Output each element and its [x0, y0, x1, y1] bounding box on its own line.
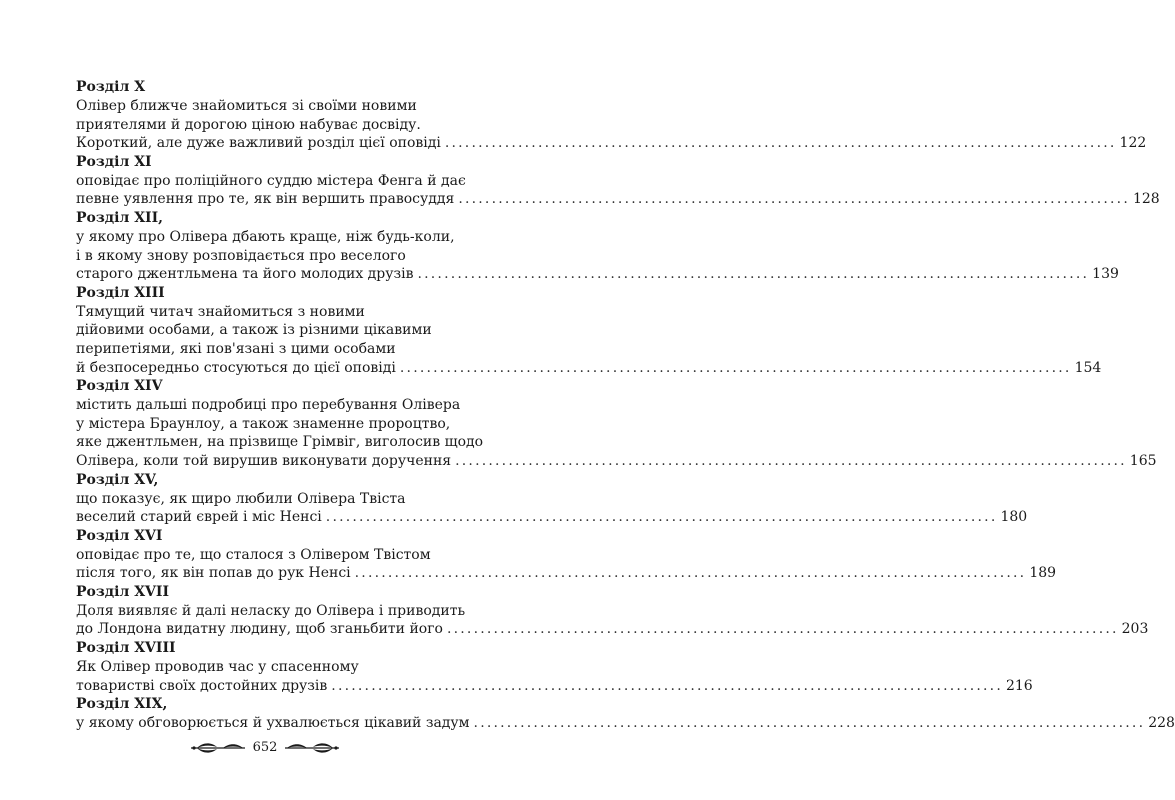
- chapter-heading: Розділ XV,: [76, 471, 159, 488]
- chapter-description-last-line: [76, 564, 1057, 583]
- chapter-description-line: яке джентльмен, на прізвище Грімвіг, виголосив щодо: [76, 434, 484, 451]
- chapter-description-line: й безпосередньо стосуються до цієї оповіді: [76, 359, 396, 376]
- dot-leader: [441, 134, 1120, 153]
- chapter-heading: Розділ XI: [76, 153, 152, 170]
- page-reference: 216: [1005, 677, 1033, 694]
- dot-leader: [454, 190, 1133, 209]
- chapter-description-last-line: [76, 359, 1102, 378]
- page-reference: 180: [1000, 509, 1028, 526]
- chapter-heading: Розділ XII,: [76, 209, 164, 226]
- chapter-heading: Розділ XVII: [76, 583, 170, 600]
- chapter-description-last-line: [76, 190, 1160, 209]
- chapter-description-line: Короткий, але дуже важливий розділ цієї оповіді: [76, 135, 441, 152]
- dot-leader: [413, 265, 1092, 284]
- chapter-description-line: містить дальші подробиці про перебування Олівера: [76, 397, 461, 414]
- page-reference: 203: [1121, 621, 1149, 638]
- chapter-heading: Розділ XVIII: [76, 640, 176, 657]
- toc-entry-13: [76, 284, 1102, 377]
- chapter-description-line: товаристві своїх достойних друзів: [76, 677, 328, 694]
- toc-entry-10: [76, 78, 1147, 153]
- chapter-description-line: старого джентльмена та його молодих друзів: [76, 266, 414, 283]
- leaf-ornament-icon: [283, 741, 341, 755]
- chapter-description-line: Тямущий читач знайомиться з новими: [76, 303, 365, 320]
- toc-entry-11: [76, 153, 1160, 209]
- chapter-description-line: і в якому знову розповідається про веселого: [76, 247, 406, 264]
- toc-entry-14: [76, 377, 1157, 470]
- table-of-contents: [76, 78, 1175, 733]
- dot-leader: [322, 508, 1001, 527]
- chapter-description-line: веселий старий єврей і міс Ненсі: [76, 509, 322, 526]
- chapter-description-last-line: [76, 265, 1119, 284]
- chapter-description-line: Доля виявляє й далі неласку до Олівера і приводить: [76, 602, 466, 619]
- chapter-description-line: приятелями й дорогою ціною набуває досвіду.: [76, 116, 421, 133]
- chapter-description-line: оповідає про поліційного суддю містера Фенга й дає: [76, 172, 466, 189]
- chapter-description-last-line: [76, 620, 1149, 639]
- chapter-description-line: перипетіями, які пов'язані з цими особами: [76, 340, 396, 357]
- chapter-heading: Розділ X: [76, 79, 146, 95]
- dot-leader: [443, 620, 1122, 639]
- chapter-description-line: Олівер ближче знайомиться зі своїми новими: [76, 98, 417, 114]
- chapter-description-line: після того, як він попав до рук Ненсі: [76, 565, 351, 582]
- chapter-description-line: певне уявлення про те, як він вершить правосуддя: [76, 191, 455, 208]
- dot-leader: [327, 677, 1006, 696]
- page-reference: 189: [1029, 565, 1057, 582]
- toc-entry-19: [76, 695, 1175, 733]
- chapter-description-line: до Лондона видатну людину, щоб зганьбити його: [76, 621, 443, 638]
- dot-leader: [451, 452, 1130, 471]
- dot-leader: [470, 714, 1149, 733]
- toc-entry-16: [76, 527, 1057, 583]
- chapter-description-last-line: [76, 452, 1157, 471]
- chapter-description-last-line: [76, 714, 1175, 733]
- dot-leader: [351, 564, 1030, 583]
- chapter-heading: Розділ XVI: [76, 527, 163, 544]
- chapter-description-line: у якому обговорюється й ухвалюється цікавий задум: [76, 715, 470, 732]
- chapter-heading: Розділ XIV: [76, 378, 163, 395]
- page-reference: 122: [1119, 135, 1147, 152]
- toc-entry-17: [76, 583, 1149, 639]
- page-reference: 228: [1148, 715, 1175, 732]
- page-reference: 165: [1129, 452, 1157, 469]
- page-reference: 139: [1092, 266, 1119, 283]
- chapter-description-line: у якому про Олівера дбають краще, ніж будь-коли,: [76, 228, 455, 245]
- chapter-heading: Розділ XIII: [76, 284, 165, 301]
- page-reference: 154: [1074, 359, 1102, 376]
- chapter-description-line: оповідає про те, що сталося з Олівером Твістом: [76, 546, 431, 563]
- page-number: 652: [252, 740, 278, 755]
- chapter-description-line: у містера Браунлоу, а також знаменне пророцтво,: [76, 415, 451, 432]
- chapter-description-last-line: [76, 508, 1028, 527]
- page-footer: [0, 740, 530, 756]
- chapter-description-last-line: [76, 677, 1033, 696]
- leaf-ornament-icon: [189, 741, 247, 755]
- chapter-heading: Розділ XIX,: [76, 696, 168, 713]
- chapter-description-line: дійовими особами, а також із різними цікавими: [76, 322, 432, 339]
- toc-entry-18: [76, 639, 1033, 695]
- chapter-description-line: що показує, як щиро любили Олівера Твіста: [76, 490, 406, 507]
- chapter-description-last-line: [76, 134, 1147, 153]
- toc-entry-12: [76, 209, 1119, 284]
- chapter-description-line: Як Олівер проводив час у спасенному: [76, 659, 359, 676]
- page-reference: 128: [1132, 191, 1160, 208]
- toc-entry-15: [76, 471, 1028, 527]
- dot-leader: [396, 359, 1075, 378]
- chapter-description-line: Олівера, коли той вирушив виконувати доручення: [76, 452, 452, 469]
